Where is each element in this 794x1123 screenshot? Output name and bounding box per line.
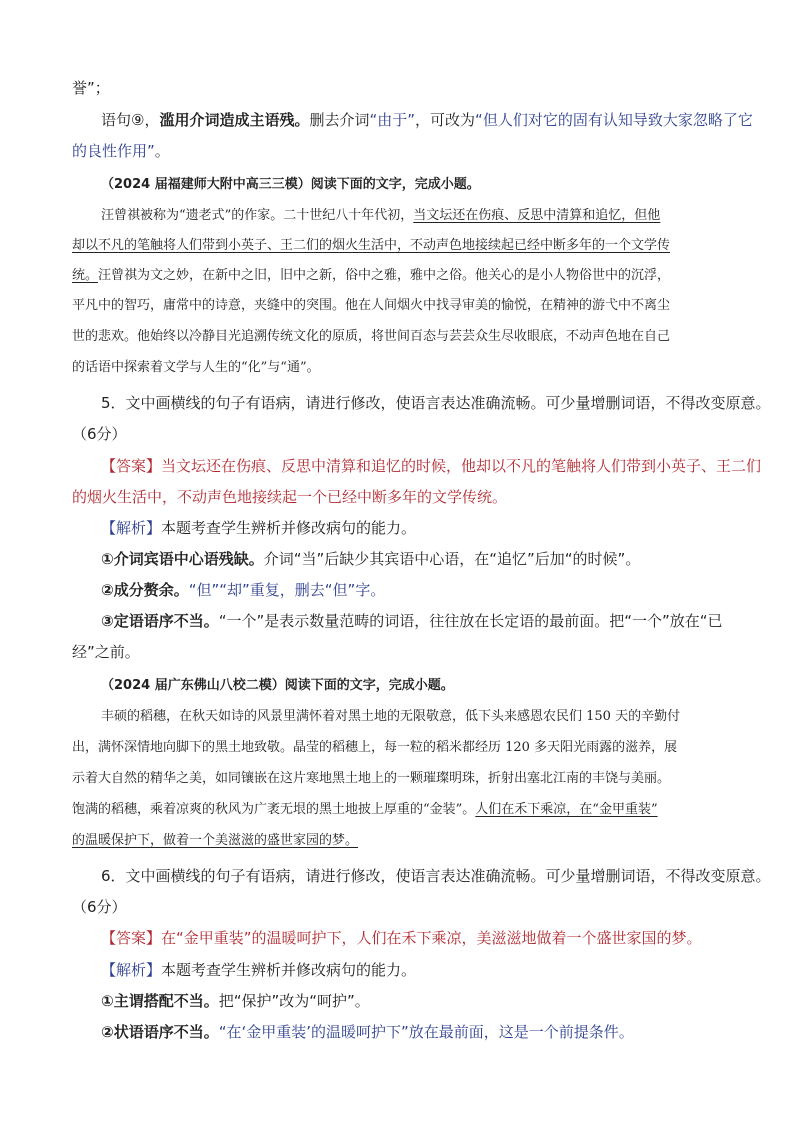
sentence-9-analysis: 语句⑨，滥用介词造成主语残。删去介词“由于”，可改为“但人们对它的固有认知导致大家忽略了它 [101,111,753,129]
question-5-analysis: 【解析】本题考查学生辨析并修改病句的能力。 [101,519,417,537]
passage-1-line-6: 的话语中探索着文学与人生的“化”与“通”。 [72,360,320,375]
question-6-point-1: ①主谓搭配不当。把“保护”改为“呵护”。 [101,992,370,1010]
question-5: 5．文中画横线的句子有语病，请进行修改，使语言表达准确流畅。可少量增删词语，不得改变原意。 [101,394,771,412]
question-5-point-3: ③定语语序不当。“一个”是表示数量范畴的词语，往往放在长定语的最前面。把“一个”放在“已 [101,612,723,630]
source-heading-2: （2024 届广东佛山八校二模）阅读下面的文字，完成小题。 [101,678,454,693]
question-5-point-2: ②成分赘余。“但”“却”重复，删去“但”字。 [101,581,386,599]
previous-answer-tail: 誉”； [72,79,110,97]
passage-1-line-1: 汪曾祺被称为“遗老式”的作家。二十世纪八十年代初，当文坛还在伤痕、反思中清算和追忆，但他 [101,208,661,223]
passage-2-line-3: 示着大自然的精华之美，如同镶嵌在这片寒地黑土地上的一颗璀璨明珠，折射出塞北江南的丰饶与美丽。 [72,771,671,786]
question-5-answer: 【答案】当文坛还在伤痕、反思中清算和追忆的时候，他却以不凡的笔触将人们带到小英子、王二们 [101,457,762,475]
passage-2-line-1: 丰硕的稻穗，在秋天如诗的风景里满怀着对黑土地的无限敬意，低下头来感恩农民们 150 天的辛勤付 [101,709,681,724]
source-heading-1: （2024 届福建师大附中高三三模）阅读下面的文字，完成小题。 [101,177,480,192]
question-6-score: （6分） [72,898,127,916]
question-5-answer-cont: 的烟火生活中，不动声色地接续起一个已经中断多年的文学传统。 [72,488,508,506]
question-5-point-1: ①介词宾语中心语残缺。介词“当”后缺少其宾语中心语，在“追忆”后加“的时候”。 [101,550,641,568]
passage-1-line-3: 统。汪曾祺为文之妙，在新中之旧，旧中之新，俗中之雅，雅中之俗。他关心的是小人物俗世中的沉浮， [72,268,671,283]
question-6-analysis: 【解析】本题考查学生辨析并修改病句的能力。 [101,961,417,979]
question-6-answer: 【答案】在“金甲重装”的温暖呵护下，人们在禾下乘凉，美滋滋地做着一个盛世家国的梦。 [101,929,702,947]
sentence-9-analysis-cont: 的良性作用”。 [72,142,170,160]
passage-1-line-2: 却以不凡的笔触将人们带到小英子、王二们的烟火生活中，不动声色地接续起已经中断多年的一个文学传 [72,238,671,253]
passage-2-line-4: 饱满的稻穗，乘着凉爽的秋风为广袤无垠的黑土地披上厚重的“金装”。人们在禾下乘凉，在“金甲重装” [72,802,658,817]
passage-1-line-4: 平凡中的智巧，庸常中的诗意，夹缝中的突围。他在人间烟火中找寻审美的愉悦，在精神的游弋中不离尘 [72,298,671,313]
question-6-point-2: ②状语语序不当。“在‘金甲重装’的温暖呵护下”放在最前面，这是一个前提条件。 [101,1023,634,1041]
question-5-point-3-cont: 经”之前。 [72,643,140,661]
question-5-score: （6分） [72,425,127,443]
passage-2-line-5: 的温暖保护下，做着一个美滋滋的盛世家园的梦。 [72,833,359,848]
passage-2-line-2: 出，满怀深情地向脚下的黑土地致敬。晶莹的稻穗上，每一粒的稻米都经历 120 多天阳光雨露的滋养，展 [72,740,678,755]
passage-1-line-5: 世的悲欢。他始终以冷静目光追溯传统文化的原质，将世间百态与芸芸众生尽收眼底，不动声色地在自己 [72,329,671,344]
question-6: 6．文中画横线的句子有语病，请进行修改，使语言表达准确流畅。可少量增删词语，不得改变原意。 [101,867,771,885]
